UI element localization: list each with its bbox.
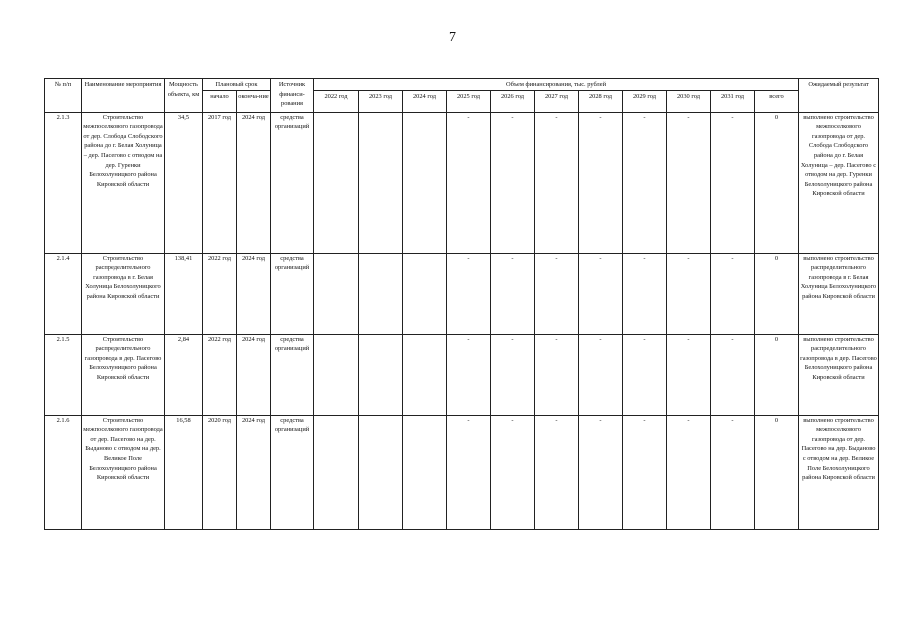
- row-number: 2.1.3: [45, 112, 82, 253]
- row-value: -: [667, 334, 711, 415]
- row-name: Строительство распределительного газопровода в г. Белая Холуница Белохолуницкого района Кировской области: [82, 253, 165, 334]
- row-value: [359, 415, 403, 529]
- row-value: -: [667, 112, 711, 253]
- row-value: [359, 253, 403, 334]
- row-value: -: [623, 415, 667, 529]
- header-total: всего: [755, 90, 799, 112]
- row-value: [403, 334, 447, 415]
- row-end: 2024 год: [237, 334, 271, 415]
- row-value: -: [535, 334, 579, 415]
- row-value: -: [535, 112, 579, 253]
- row-value: -: [491, 112, 535, 253]
- row-value: -: [623, 334, 667, 415]
- header-year: 2028 год: [579, 90, 623, 112]
- row-value: -: [711, 253, 755, 334]
- row-start: 2017 год: [203, 112, 237, 253]
- page-number: 7: [449, 30, 456, 45]
- header-year: 2025 год: [447, 90, 491, 112]
- row-value: -: [667, 253, 711, 334]
- row-capacity: 34,5: [165, 112, 203, 253]
- row-end: 2024 год: [237, 415, 271, 529]
- row-start: 2022 год: [203, 334, 237, 415]
- row-name: Строительство распределительного газопровода в дер. Пасегово Белохолуницкого района Кировской области: [82, 334, 165, 415]
- row-value: -: [623, 253, 667, 334]
- row-value: -: [711, 415, 755, 529]
- row-value: -: [667, 415, 711, 529]
- row-start: 2022 год: [203, 253, 237, 334]
- header-source: Источник финанси-рования: [271, 79, 314, 113]
- row-source: средства организаций: [271, 415, 314, 529]
- row-value: -: [535, 415, 579, 529]
- row-name: Строительство межпоселкового газопровода от дер. Пасегово на дер. Быданово с отводом на дер. Великое Поле Белохолуницкого района Кировской области: [82, 415, 165, 529]
- row-value: -: [447, 112, 491, 253]
- row-value: -: [579, 415, 623, 529]
- row-value: -: [535, 253, 579, 334]
- header-period: Плановый срок: [203, 79, 271, 91]
- row-value: [359, 112, 403, 253]
- row-value: -: [447, 253, 491, 334]
- header-start: начало: [203, 90, 237, 112]
- row-value: -: [623, 112, 667, 253]
- row-value: [314, 253, 359, 334]
- row-value: [403, 112, 447, 253]
- table-row: [45, 112, 879, 253]
- row-total: 0: [755, 253, 799, 334]
- header-year: 2031 год: [711, 90, 755, 112]
- row-value: -: [447, 415, 491, 529]
- header-year: 2027 год: [535, 90, 579, 112]
- row-value: -: [491, 334, 535, 415]
- table-row: [45, 415, 879, 529]
- row-value: -: [579, 253, 623, 334]
- header-year: 2026 год: [491, 90, 535, 112]
- header-year: 2029 год: [623, 90, 667, 112]
- header-end: оконча-ние: [237, 90, 271, 112]
- row-capacity: 16,58: [165, 415, 203, 529]
- row-value: -: [579, 112, 623, 253]
- row-source: средства организаций: [271, 334, 314, 415]
- header-funding: Объем финансирования, тыс. рублей: [314, 79, 799, 91]
- row-number: 2.1.4: [45, 253, 82, 334]
- row-start: 2020 год: [203, 415, 237, 529]
- header-year: 2022 год: [314, 90, 359, 112]
- row-value: [403, 253, 447, 334]
- row-result: выполнено строительство распределительного газопровода в г. Белая Холуница Белохолуницкого района Кировской области: [799, 253, 879, 334]
- header-year: 2030 год: [667, 90, 711, 112]
- row-number: 2.1.5: [45, 334, 82, 415]
- header-name: Наименование мероприятия: [82, 79, 165, 113]
- row-total: 0: [755, 112, 799, 253]
- row-source: средства организаций: [271, 112, 314, 253]
- row-value: [403, 415, 447, 529]
- table-row: [45, 253, 879, 334]
- row-end: 2024 год: [237, 253, 271, 334]
- row-value: -: [447, 334, 491, 415]
- row-value: [314, 334, 359, 415]
- row-value: -: [579, 334, 623, 415]
- header-num: № п/п: [45, 79, 82, 113]
- row-value: [359, 334, 403, 415]
- header-capacity: Мощность объекта, км: [165, 79, 203, 113]
- row-result: выполнено строительство межпоселкового газопровода от дер. Слобода Слободского района до г. Белая Холуница – дер. Пасегово с отводом на дер. Гуренки Белохолуницкого района Кировской области: [799, 112, 879, 253]
- header-expected: Ожидаемый результат: [799, 79, 879, 113]
- row-source: средства организаций: [271, 253, 314, 334]
- row-result: выполнено строительство распределительного газопровода в дер. Пасегово Белохолуницкого района Кировской области: [799, 334, 879, 415]
- row-result: выполнено строительство межпоселкового газопровода от дер. Пасегово на дер. Быданово с отводом на дер. Великое Поле Белохолуницкого района Кировской области: [799, 415, 879, 529]
- row-value: -: [711, 112, 755, 253]
- row-name: Строительство межпоселкового газопровода от дер. Слобода Слободского района до г. Белая Холуница – дер. Пасегово с отводом на дер. Гуренки Белохолуницкого района Кировской области: [82, 112, 165, 253]
- header-year: 2023 год: [359, 90, 403, 112]
- row-value: -: [491, 415, 535, 529]
- row-capacity: 2,84: [165, 334, 203, 415]
- header-year: 2024 год: [403, 90, 447, 112]
- row-number: 2.1.6: [45, 415, 82, 529]
- row-value: -: [491, 253, 535, 334]
- row-value: -: [711, 334, 755, 415]
- table-row: [45, 334, 879, 415]
- row-value: [314, 415, 359, 529]
- row-total: 0: [755, 334, 799, 415]
- row-value: [314, 112, 359, 253]
- funding-table: [44, 78, 879, 530]
- row-capacity: 138,41: [165, 253, 203, 334]
- row-total: 0: [755, 415, 799, 529]
- row-end: 2024 год: [237, 112, 271, 253]
